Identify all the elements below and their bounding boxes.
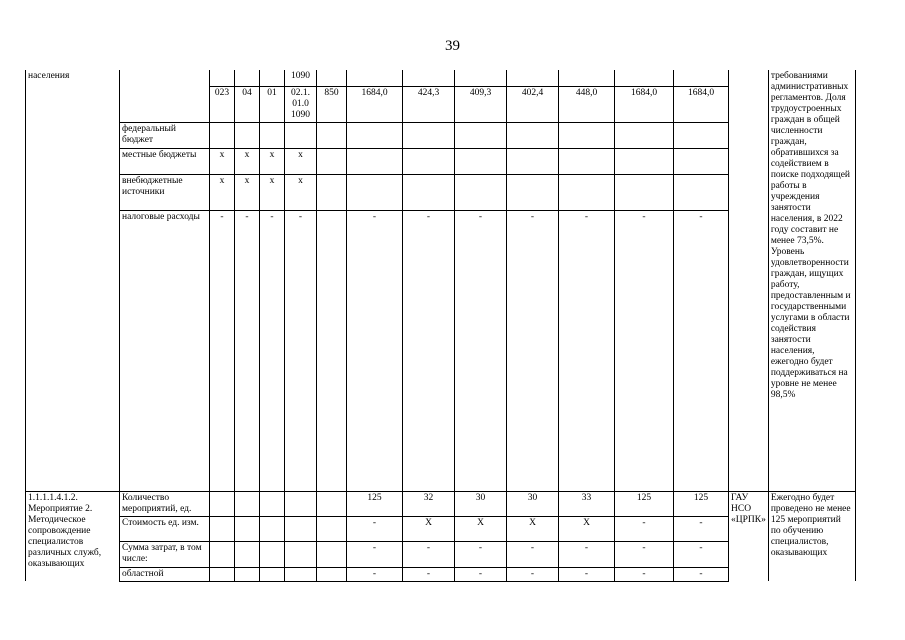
page-number: 39 — [445, 38, 460, 54]
program-table — [25, 70, 856, 582]
executor-cell: ГАУ НСО «ЦРПК» — [729, 491, 769, 581]
table-row: налоговые расходы - - - - - - - - - - - — [26, 210, 856, 491]
table-row: 023 04 01 02.1. 01.0 1090 850 1684,0 424,3 409,3 402,4 448,0 1684,0 1684,0 — [26, 86, 856, 122]
table-row: 1.1.1.1.4.1.2. Мероприятие 2. Методическое сопровождение специалистов различных служб, оказывающих Количество мероприятий, ед. 125 32 30 30 33 125 125 ГАУ НСО «ЦРПК» Ежегодно будет проведено не менее 125 мероприятий по обучению специалистов, оказывающих — [26, 491, 856, 516]
table-row: федеральный бюджет — [26, 122, 856, 148]
table-row: внебюджетные источники x x x x — [26, 174, 856, 210]
table-row — [26, 70, 856, 86]
table-row: Стоимость ед. изм. - X X X X - - — [26, 516, 856, 541]
table-row: областной - - - - - - - — [26, 567, 856, 581]
table-row: Сумма затрат, в том числе: - - - - - - - — [26, 541, 856, 567]
expected-result-cell: требованиями административных регламентов. Доля трудоустроенных граждан в общей численности граждан, обратившихся за содействием в поиске подходящей работы в учреждения занятости населения, в 2022 году составит не менее 73,5%. Уровень удовлетворенности граждан, ищущих работу, предоставленным и государственными услугами в области содействия занятости населения, ежегодно будет поддерживаться на уровне не менее 98,5% — [768, 70, 855, 491]
activity-name-cell: 1.1.1.1.4.1.2. Мероприятие 2. Методическое сопровождение специалистов различных служб, оказывающих — [26, 491, 120, 581]
section-name-cell: населения — [26, 70, 120, 491]
table-row: местные бюджеты x x x x — [26, 148, 856, 174]
kbk-cell: 1090 — [285, 70, 317, 86]
activity-result-cell: Ежегодно будет проведено не менее 125 мероприятий по обучению специалистов, оказывающих — [768, 491, 855, 581]
